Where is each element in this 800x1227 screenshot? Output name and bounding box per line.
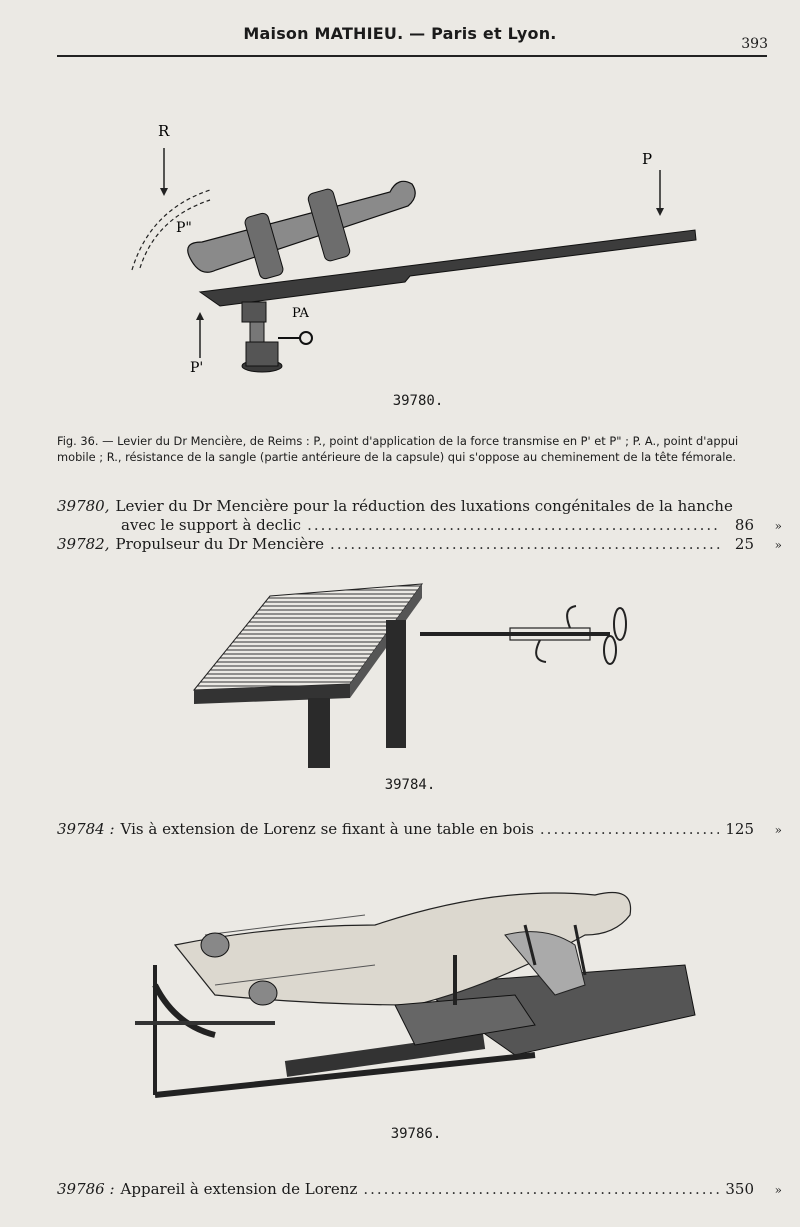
entry-text: Vis à extension de Lorenz se fixant à une table en bois [120, 820, 534, 838]
caption-fig-label: Fig. 36. [57, 434, 99, 448]
catalog-entry-39786 [57, 1180, 782, 1200]
lever-drawing [120, 110, 720, 390]
label-p: P [642, 150, 653, 168]
entry-text-line2: avec le support à declic [121, 516, 302, 534]
entry-unit: » [774, 823, 782, 837]
figure-lever-illustration [120, 110, 720, 390]
entry-unit: » [774, 1183, 782, 1197]
label-r: R [158, 122, 170, 140]
entry-price: 125 [725, 820, 754, 838]
entry-price: 25 [734, 535, 754, 553]
entry-unit: » [774, 519, 782, 533]
entry-unit: » [774, 538, 782, 552]
entry-code: 39780, [57, 497, 110, 515]
label-p-prime: P' [190, 360, 204, 376]
entry-price: 86 [734, 516, 754, 534]
catalog-entry-39780-cont [57, 516, 782, 536]
label-p-second: P" [176, 220, 192, 236]
entry-text: Propulseur du Dr Mencière [115, 535, 325, 553]
caption-text: — Levier du Dr Mencière, de Reims : P., point d'application de la force transmise en P' et P" ; P. A., point d'appui mobile ; R., résistance de la sangle (partie antérieure de la capsule) qui s'oppose au cheminement de la tête fémorale. [57, 434, 739, 464]
figure-number-39784: 39784. [384, 777, 436, 793]
label-pa: PA [292, 306, 309, 321]
leader-dots [330, 535, 720, 554]
catalog-entry-39784 [57, 820, 782, 840]
page-header-title: Maison MATHIEU. — Paris et Lyon. [243, 24, 557, 43]
figure-caption [57, 433, 775, 465]
figure-lorenz-apparatus-illustration [115, 855, 695, 1115]
entry-text: Appareil à extension de Lorenz [120, 1180, 358, 1198]
entry-price: 350 [725, 1180, 754, 1198]
figure-table-screw-illustration [190, 580, 640, 780]
entry-text-line1: Levier du Dr Mencière pour la réduction des luxations congénitales de la hanche [115, 497, 733, 515]
entry-code: 39782, [57, 535, 110, 553]
figure-number-39780: 39780. [392, 393, 444, 409]
table-screw-drawing [190, 580, 640, 780]
catalog-entry-39780 [57, 497, 782, 516]
header-rule [57, 55, 767, 57]
page-number: 393 [741, 36, 768, 52]
lorenz-apparatus-drawing [115, 855, 695, 1115]
leader-dots [540, 820, 719, 839]
catalog-entry-39782 [57, 535, 782, 555]
leader-dots [307, 516, 720, 535]
figure-number-39786: 39786. [390, 1126, 442, 1142]
entry-code: 39786 : [57, 1180, 115, 1198]
entry-code: 39784 : [57, 820, 115, 838]
leader-dots [363, 1180, 719, 1199]
